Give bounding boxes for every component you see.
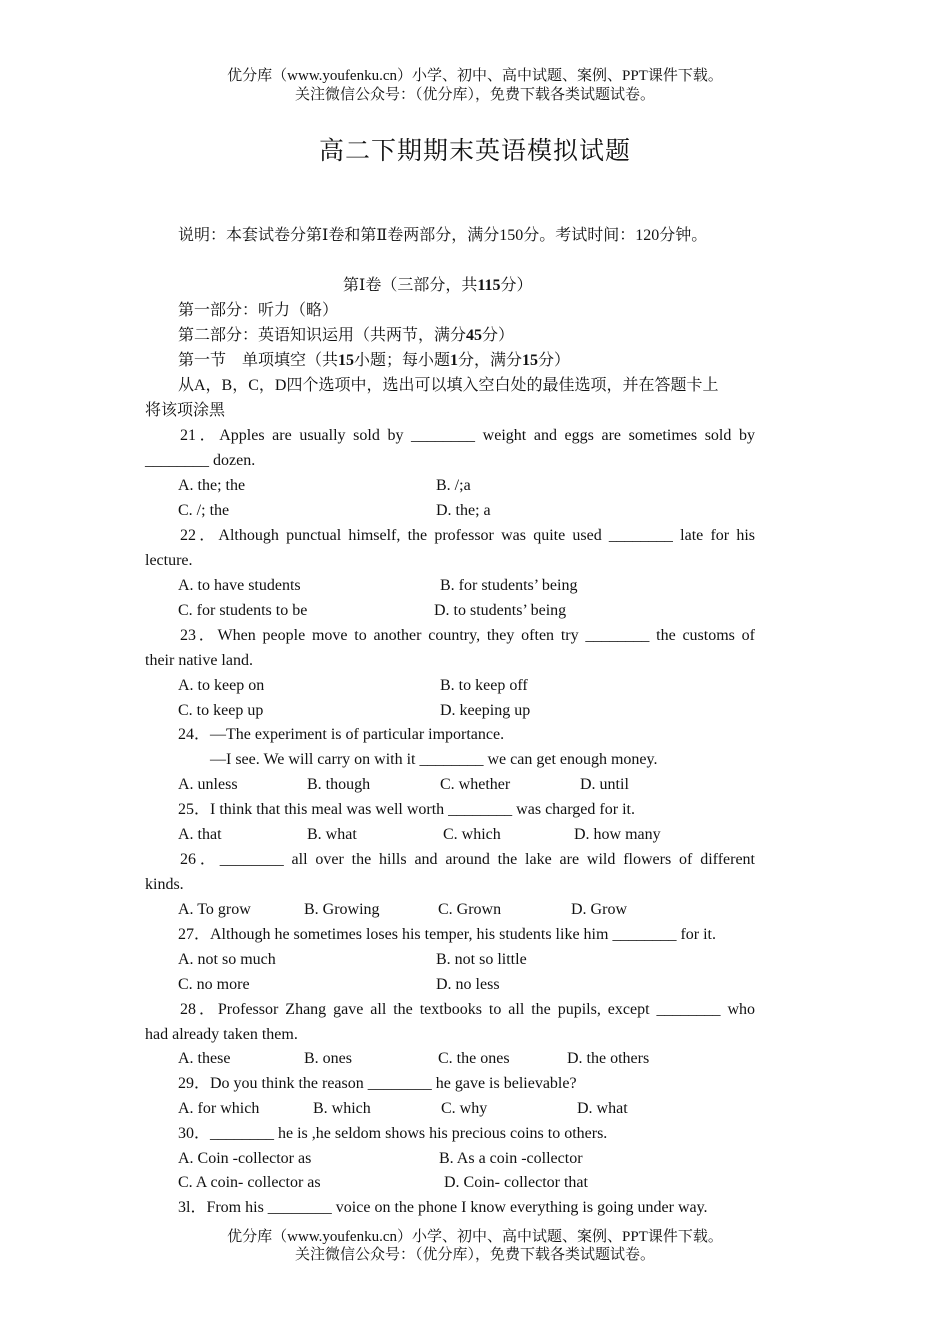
q22-option-d: D. to students’ being	[434, 602, 567, 619]
q30-option-c: C. A coin- collector as	[178, 1174, 321, 1191]
q21-option-c: C. /; the	[178, 502, 230, 519]
q30-option-d: D. Coin- collector that	[444, 1174, 588, 1191]
q21-option-d: D. the; a	[436, 502, 491, 519]
q21-stem: 21．Apples are usually sold by ________ weight and eggs are sometimes sold by	[180, 427, 755, 444]
volume-heading-suffix: 分）	[500, 277, 533, 294]
volume-heading-text: 第Ⅰ卷（三部分，共	[343, 277, 478, 294]
section1-text-e: 分，满分	[458, 352, 523, 369]
section1-count: 15	[338, 352, 355, 369]
q28-option-b: B. ones	[304, 1050, 352, 1067]
volume-heading	[343, 276, 532, 296]
q29-option-a: A. for which	[178, 1100, 260, 1117]
q24-option-a: A. unless	[178, 776, 238, 793]
q28-stem: 28．Professor Zhang gave all the textbooks to all the pupils, except ________ who	[180, 1001, 755, 1018]
q28-option-c: C. the ones	[438, 1050, 510, 1067]
q21-stem-cont: ________ dozen.	[145, 452, 256, 469]
header-line-2: 关注微信公众号：（优分库），免费下载各类试题试卷。	[294, 87, 655, 103]
q31-stem: 3l．From his ________ voice on the phone I know everything is going under way.	[178, 1199, 708, 1216]
q24-stem-cont: —I see. We will carry on with it ________ we can get enough money.	[210, 751, 658, 768]
q28-option-a: A. these	[178, 1050, 231, 1067]
q23-stem-cont: their native land.	[145, 652, 253, 669]
section1-text-a: 第一节 单项填空（共	[178, 352, 339, 369]
instructions: 说明：本套试卷分第Ⅰ卷和第Ⅱ卷两部分，满分150分。考试时间：120分钟。	[178, 227, 708, 244]
q26-stem: 26．________ all over the hills and around the lake are wild flowers of different	[180, 851, 755, 868]
q27-option-a: A. not so much	[178, 951, 276, 968]
q22-option-b: B. for students’ being	[440, 577, 578, 594]
q27-option-c: C. no more	[178, 976, 250, 993]
q21-option-a: A. the; the	[178, 477, 246, 494]
q29-option-c: C. why	[441, 1100, 488, 1117]
q23-stem: 23．When people move to another country, they often try ________ the customs of	[180, 627, 755, 644]
header-line-1: 优分库（www.youfenku.cn）小学、初中、高中试题、案例、PPT课件下载。	[227, 68, 723, 84]
directions-line-2: 将该项涂黑	[145, 402, 226, 419]
section1-text-c: 小题；每小题	[354, 352, 451, 369]
part2-heading	[178, 326, 514, 346]
footer-line-2: 关注微信公众号：（优分库），免费下载各类试题试卷。	[294, 1247, 655, 1263]
part2-heading-suffix: 分）	[482, 327, 515, 344]
q23-option-c: C. to keep up	[178, 702, 264, 719]
page-title: 高二下期期末英语模拟试题	[318, 138, 631, 165]
q23-option-b: B. to keep off	[440, 677, 528, 694]
q25-option-b: B. what	[307, 826, 357, 843]
section1-text-g: 分）	[538, 352, 571, 369]
footer-line-1: 优分库（www.youfenku.cn）小学、初中、高中试题、案例、PPT课件下载。	[227, 1229, 723, 1245]
q28-option-d: D. the others	[567, 1050, 650, 1067]
directions-line-1: 从A，B，C，D四个选项中，选出可以填入空白处的最佳选项，并在答题卡上	[178, 377, 719, 394]
q24-option-b: B. though	[307, 776, 371, 793]
q29-stem: 29．Do you think the reason ________ he gave is believable?	[178, 1075, 577, 1092]
q26-option-c: C. Grown	[438, 901, 502, 918]
q27-option-b: B. not so little	[436, 951, 527, 968]
q26-option-a: A. To grow	[178, 901, 251, 918]
q27-option-d: D. no less	[436, 976, 500, 993]
part1-heading: 第一部分：听力（略）	[178, 302, 339, 319]
q26-option-d: D. Grow	[571, 901, 627, 918]
q22-option-a: A. to have students	[178, 577, 301, 594]
q22-stem-cont: lecture.	[145, 552, 193, 569]
q24-option-d: D. until	[580, 776, 629, 793]
q23-option-d: D. keeping up	[440, 702, 531, 719]
q25-stem: 25．I think that this meal was well worth ________ was charged for it.	[178, 801, 635, 818]
q26-stem-cont: kinds.	[145, 876, 184, 893]
volume-heading-score: 115	[477, 277, 501, 294]
q25-option-a: A. that	[178, 826, 222, 843]
q25-option-c: C. which	[443, 826, 501, 843]
section1-heading	[178, 351, 570, 371]
part2-heading-score: 45	[466, 327, 483, 344]
q30-option-b: B. As a coin -collector	[439, 1150, 583, 1167]
q28-stem-cont: had already taken them.	[145, 1026, 298, 1043]
q26-option-b: B. Growing	[304, 901, 380, 918]
q23-option-a: A. to keep on	[178, 677, 265, 694]
section1-total: 15	[522, 352, 539, 369]
q25-option-d: D. how many	[574, 826, 661, 843]
q21-option-b: B. /;a	[436, 477, 471, 494]
q27-stem: 27．Although he sometimes loses his temper, his students like him ________ for it.	[178, 926, 716, 943]
q22-option-c: C. for students to be	[178, 602, 308, 619]
q29-option-d: D. what	[577, 1100, 628, 1117]
q24-stem: 24．—The experiment is of particular importance.	[178, 726, 505, 743]
q30-stem: 30．________ he is ,he seldom shows his precious coins to others.	[178, 1125, 608, 1142]
q22-stem: 22．Although punctual himself, the professor was quite used ________ late for his	[180, 527, 755, 544]
q30-option-a: A. Coin -collector as	[178, 1150, 312, 1167]
part2-heading-text: 第二部分：英语知识运用（共两节，满分	[178, 327, 467, 344]
section1-per-score: 1	[450, 352, 459, 369]
q29-option-b: B. which	[313, 1100, 371, 1117]
q24-option-c: C. whether	[440, 776, 511, 793]
